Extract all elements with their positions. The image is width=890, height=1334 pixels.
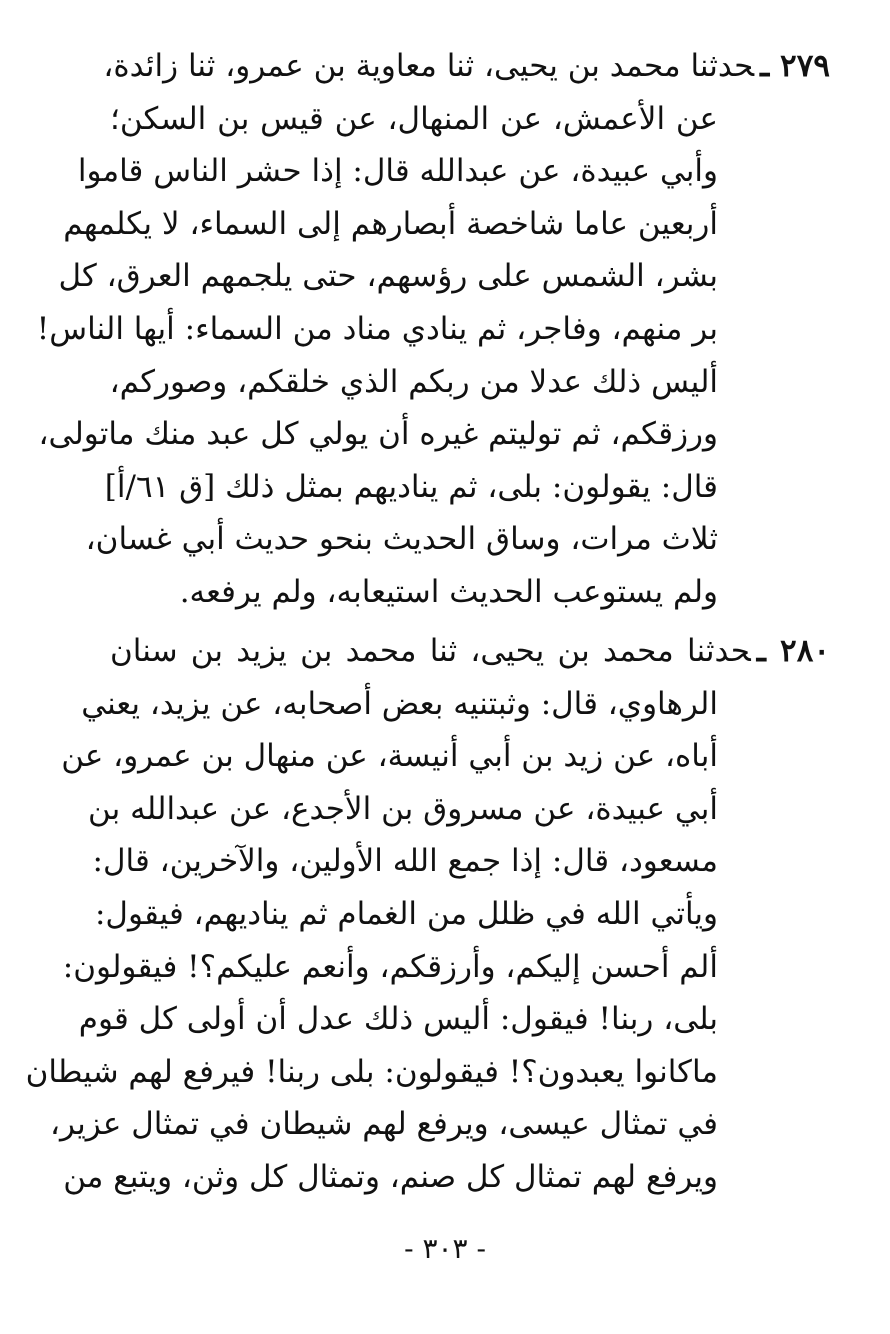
text-line: أباه، عن زيد بن أبي أنيسة، عن منهال بن عمرو، عن [61, 738, 718, 775]
text-line: عن الأعمش، عن المنهال، عن قيس بن السكن؛ [110, 100, 718, 137]
text-line [110, 625, 830, 678]
hadith-number: ٢٨٠ ـ [756, 633, 830, 669]
hadith-number: ٢٧٩ ـ [760, 48, 830, 84]
text-line: ثلاث مرات، وساق الحديث بنحو حديث أبي غسان، [85, 521, 718, 558]
text-line: بشر، الشمس على رؤسهم، حتى يلجمهم العرق، كل [58, 258, 718, 295]
text-line: ألم أحسن إليكم، وأرزقكم، وأنعم عليكم؟! فيقولون: [62, 948, 718, 985]
text-line: ولم يستوعب الحديث استيعابه، ولم يرفعه. [179, 573, 718, 610]
text-line: ماكانوا يعبدون؟! فيقولون: بلى ربنا! فيرفع لهم شيطان [25, 1053, 718, 1090]
text-line: مسعود، قال: إذا جمع الله الأولين، والآخرين، قال: [92, 843, 718, 880]
text-line: ويأتي الله في ظلل من الغمام ثم يناديهم، فيقول: [94, 895, 718, 932]
text-line: ويرفع لهم تمثال كل صنم، وتمثال كل وثن، ويتبع من [63, 1158, 718, 1195]
text-line: الرهاوي، قال: وثبتنيه بعض أصحابه، عن يزيد، يعني [81, 685, 718, 722]
line-text: حدثنا محمد بن يحيى، ثنا محمد بن يزيد بن سنان [110, 633, 751, 669]
hadith-279 [36, 40, 830, 619]
text-line: قال: يقولون: بلى، ثم يناديهم بمثل ذلك [ق ٦١/أ] [104, 468, 718, 505]
hadith-280 [25, 625, 830, 1204]
text-line: أبي عبيدة، عن مسروق بن الأجدع، عن عبدالله بن [88, 790, 718, 827]
line-text: حدثنا محمد بن يحيى، ثنا معاوية بن عمرو، ثنا زائدة، [103, 48, 755, 84]
text-line: بلى، ربنا! فيقول: أليس ذلك عدل أن أولى كل قوم [78, 1001, 718, 1038]
text-line [103, 40, 830, 93]
text-line: وأبي عبيدة، عن عبدالله قال: إذا حشر الناس قاموا [77, 153, 718, 190]
text-line: أليس ذلك عدلا من ربكم الذي خلقكم، وصوركم، [109, 363, 718, 400]
page-number: - ٣٠٣ - [404, 1232, 486, 1265]
text-line: في تمثال عيسى، ويرفع لهم شيطان في تمثال عزير، [50, 1106, 718, 1143]
text-line: بر منهم، وفاجر، ثم ينادي مناد من السماء: أيها الناس! [36, 310, 718, 347]
text-line: ورزقكم، ثم توليتم غيره أن يولي كل عبد منك ماتولى، [38, 416, 718, 453]
text-line: أربعين عاما شاخصة أبصارهم إلى السماء، لا يكلمهم [63, 205, 718, 242]
